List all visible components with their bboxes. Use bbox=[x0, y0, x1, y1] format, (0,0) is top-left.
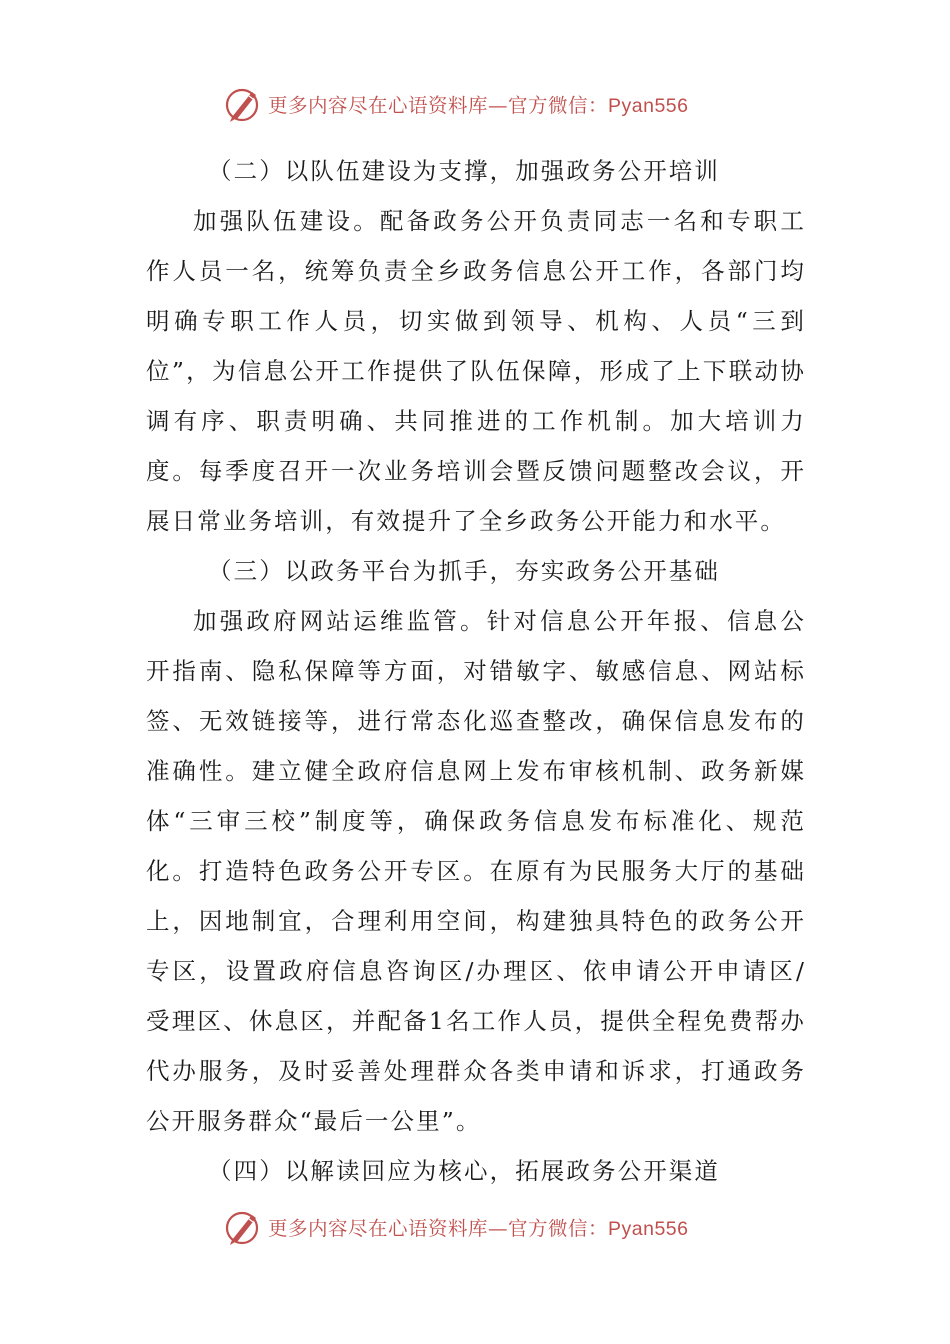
section-3-heading: （三）以政务平台为抓手，夯实政务公开基础 bbox=[208, 557, 720, 585]
section-4-heading: （四）以解读回应为核心，拓展政务公开渠道 bbox=[208, 1157, 720, 1185]
pen-logo-icon bbox=[222, 1207, 262, 1247]
header-banner bbox=[222, 82, 742, 126]
section-2-heading: （二）以队伍建设为支撑，加强政务公开培训 bbox=[208, 157, 720, 185]
section-2-paragraph: 加强队伍建设。配备政务公开负责同志一名和专职工作人员一名，统筹负责全乡政务信息公开工作，各部门均明确专职工作人员，切实做到领导、机构、人员“三到位”，为信息公开工作提供了队伍保障，形成了上下联动协调有序、职责明确、共同推进的工作机制。加大培训力度。每季度召开一次业务培训会暨反馈问题整改会议，开展日常业务培训，有效提升了全乡政务公开能力和水平。 bbox=[146, 207, 806, 535]
pen-logo-icon bbox=[222, 84, 262, 124]
footer-brand-text: 更多内容尽在心语资料库—官方微信：Pyan556 bbox=[268, 1217, 689, 1240]
footer-wechat-id: Pyan556 bbox=[608, 1218, 689, 1240]
header-wechat-id: Pyan556 bbox=[608, 95, 689, 117]
document-body bbox=[146, 146, 806, 1196]
footer-banner bbox=[222, 1205, 742, 1249]
section-3-paragraph: 加强政府网站运维监管。针对信息公开年报、信息公开指南、隐私保障等方面，对错敏字、敏感信息、网站标签、无效链接等，进行常态化巡查整改，确保信息发布的准确性。建立健全政府信息网上发布审核机制、政务新媒体“三审三校”制度等，确保政务信息发布标准化、规范化。打造特色政务公开专区。在原有为民服务大厅的基础上，因地制宜，合理利用空间，构建独具特色的政务公开专区，设置政府信息咨询区/办理区、依申请公开申请区/受理区、休息区，并配备1名工作人员，提供全程免费帮办代办服务，及时妥善处理群众各类申请和诉求，打通政务公开服务群众“最后一公里”。 bbox=[146, 607, 806, 1135]
header-brand-text: 更多内容尽在心语资料库—官方微信：Pyan556 bbox=[268, 94, 689, 117]
